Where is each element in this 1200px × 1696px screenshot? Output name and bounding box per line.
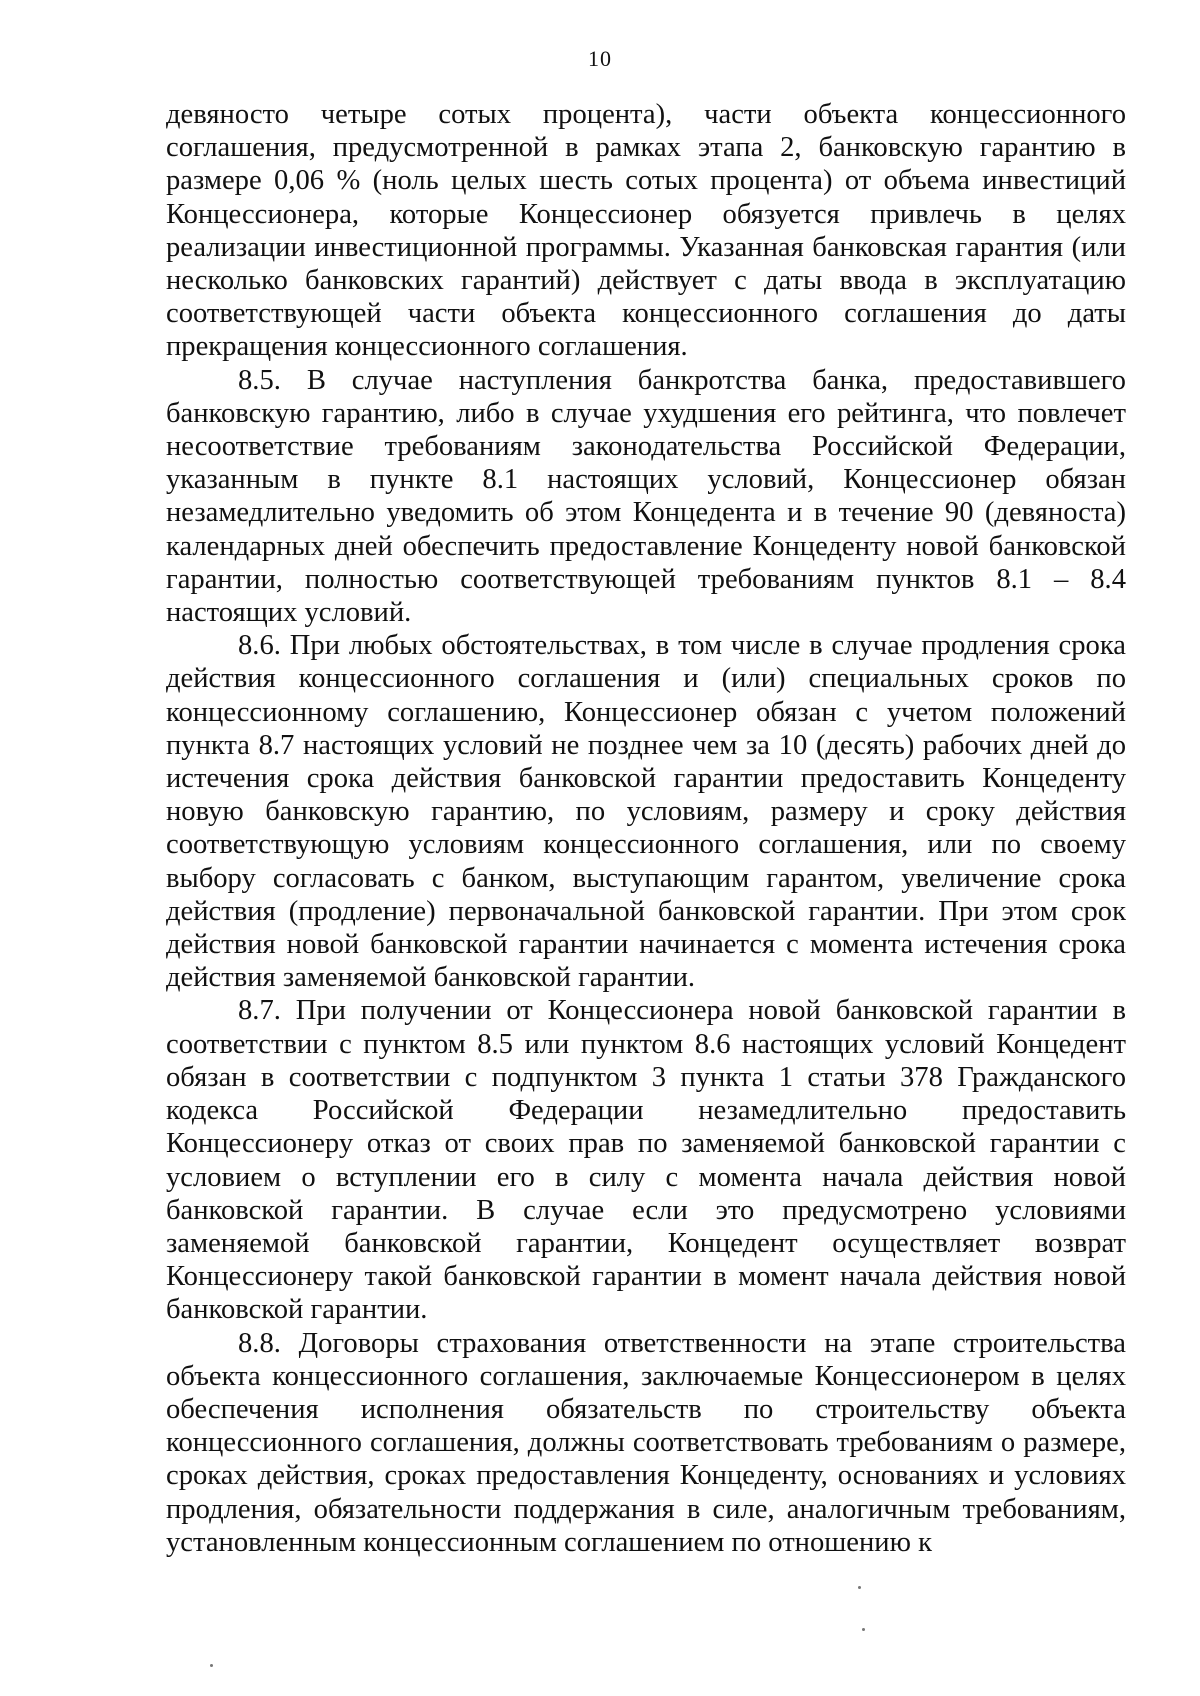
clause-8-7: [166, 994, 1126, 1326]
scan-speck: [210, 1664, 213, 1667]
clause-8-8: [166, 1327, 1126, 1559]
paragraph-text: девяносто четыре сотых процента), части объекта концессионного соглашения, предусмотренной в рамках этапа 2, банковскую гарантию в размере 0,06 % (ноль целых шесть сотых процента) от объема инвестиций Концессионера, которые Концессионер обязуется привлечь в целях реализации инвестиционной программы. Указанная банковская гарантия (или несколько банковских гарантий) действует с даты ввода в эксплуатацию соответствующей части объекта концессионного соглашения до даты прекращения концессионного соглашения.: [166, 99, 1126, 363]
clause-number: 8.5.: [238, 364, 281, 396]
clause-text: При любых обстоятельствах, в том числе в случае продления срока действия концессионного соглашения и (или) специальных сроков по концессионному соглашению, Концессионер обязан с учетом положений пункта 8.7 настоящих условий не позднее чем за 10 (десять) рабочих дней до истечения срока действия банковской гарантии предоставить Концеденту новую банковскую гарантию, по условиям, размеру и сроку действия соответствующую условиям концессионного соглашения, или по своему выбору согласовать с банком, выступающим гарантом, увеличение срока действия (продление) первоначальной банковской гарантии. При этом срок действия новой банковской гарантии начинается с момента истечения срока действия заменяемой банковской гарантии.: [166, 630, 1126, 994]
clause-number: 8.8.: [238, 1327, 281, 1359]
scan-speck: [862, 1628, 865, 1631]
scan-speck: [858, 1586, 861, 1589]
clause-text: При получении от Концессионера новой банковской гарантии в соответствии с пунктом 8.5 или пунктом 8.6 настоящих условий Концедент обязан в соответствии с подпунктом 3 пункта 1 статьи 378 Гражданского кодекса Российской Федерации незамедлительно предоставить Концессионеру отказ от своих прав по заменяемой банковской гарантии с условием о вступлении его в силу с момента начала действия новой банковской гарантии. В случае если это предусмотрено условиями заменяемой банковской гарантии, Концедент осуществляет возврат Концессионеру такой банковской гарантии в момент начала действия новой банковской гарантии.: [166, 995, 1126, 1326]
paragraph-continuation: [166, 98, 1126, 364]
clause-text: В случае наступления банкротства банка, предоставившего банковскую гарантию, либо в случае ухудшения его рейтинга, что повлечет несоответствие требованиям законодательства Российской Федерации, указанным в пункте 8.1 настоящих условий, Концессионер обязан незамедлительно уведомить об этом Концедента и в течение 90 (девяноста) календарных дней обеспечить предоставление Концеденту новой банковской гарантии, полностью соответствующей требованиям пунктов 8.1 – 8.4 настоящих условий.: [166, 364, 1126, 629]
clause-8-6: [166, 629, 1126, 994]
clause-8-5: [166, 364, 1126, 630]
clause-text: Договоры страхования ответственности на этапе строительства объекта концессионного соглашения, заключаемые Концессионером в целях обеспечения исполнения обязательств по строительству объекта концессионного соглашения, должны соответствовать требованиям о размере, сроках действия, сроках предоставления Концеденту, основаниях и условиях продления, обязательности поддержания в силе, аналогичным требованиям, установленным концессионным соглашением по отношению к: [166, 1327, 1126, 1558]
clause-number: 8.6.: [238, 630, 281, 662]
page-number: 10: [588, 46, 612, 71]
document-body: [166, 98, 1126, 1559]
clause-number: 8.7.: [238, 995, 281, 1027]
